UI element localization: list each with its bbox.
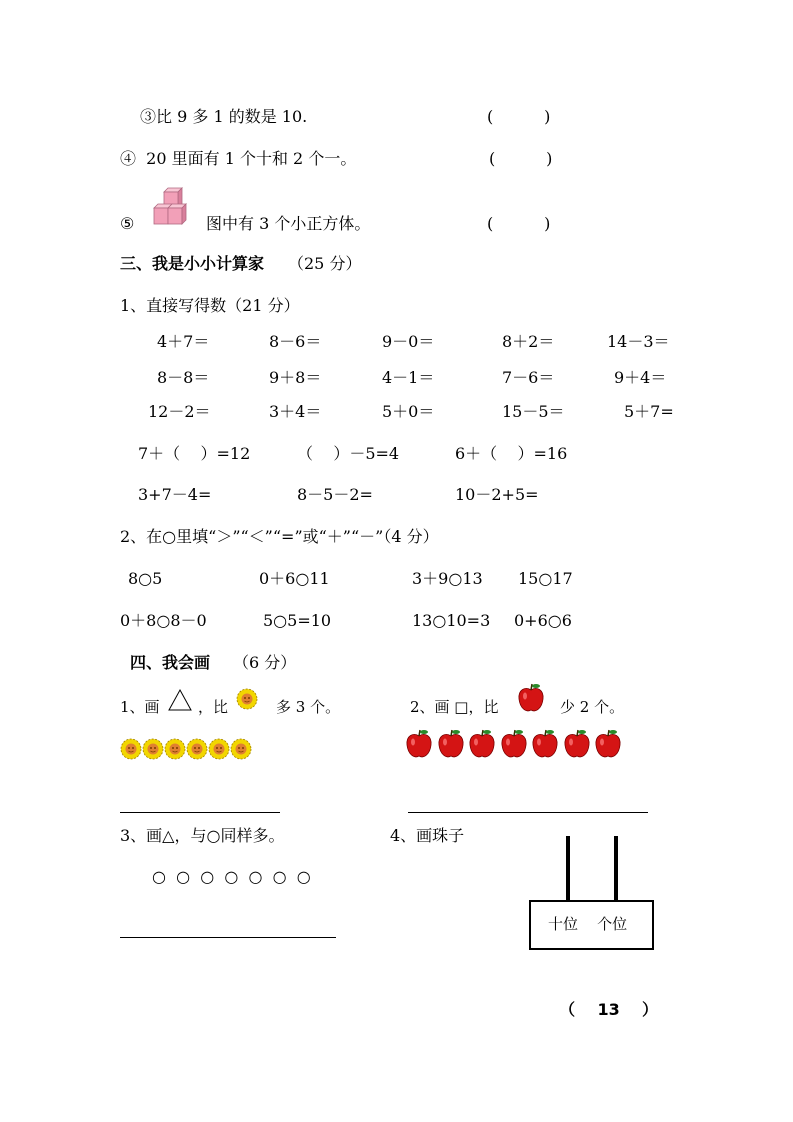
calc-item: 3＋4＝ — [269, 402, 322, 421]
calc-item: 7－6＝ — [502, 368, 555, 387]
sunflower-icon — [208, 738, 230, 764]
fill-blank-item: 7＋（ ）=12 — [138, 444, 251, 463]
sunflower-icon — [164, 738, 186, 764]
calc-item: 8－8＝ — [157, 368, 210, 387]
sunflower-row — [120, 738, 254, 762]
section-4-score: （6 分） — [233, 653, 297, 672]
calc-item: 5＋7= — [624, 402, 674, 421]
calc-item: 9－0＝ — [382, 332, 435, 351]
section-4-title: 四、我会画 — [130, 653, 211, 672]
fill-blank-item: （ ）－5=4 — [297, 444, 400, 463]
sunflower-icon — [120, 738, 142, 764]
apple-icon — [530, 728, 560, 764]
apple-icon — [467, 728, 497, 764]
mixed-calc-item: 10－2+5= — [455, 485, 539, 504]
answer-paren-3[interactable]: ( ) — [487, 107, 551, 126]
draw-q1-part-b: ，比 — [198, 698, 229, 716]
apple-icon — [404, 728, 434, 764]
page-number — [549, 980, 658, 1020]
calc-item: 9＋4＝ — [614, 368, 667, 387]
draw-q1-part-a: 1、画 — [120, 698, 160, 716]
answer-paren-5[interactable]: ( ) — [487, 214, 551, 233]
sunflower-icon — [142, 738, 164, 764]
judge-item-4: ④ 20 里面有 1 个十和 2 个一。 — [120, 149, 357, 168]
calc-item: 9＋8＝ — [269, 368, 322, 387]
page-number-text: （ 13 ） — [559, 1000, 659, 1019]
answer-line-1[interactable] — [120, 812, 280, 813]
sunflower-icon — [230, 738, 252, 764]
compare-item: 0＋8○8－0 — [120, 611, 207, 630]
apple-row — [404, 728, 628, 762]
judge-item-5-number: ⑤ — [120, 214, 135, 233]
abacus-labels: 十位 个位 — [548, 915, 628, 933]
draw-q3: 3、画△，与○同样多。 — [120, 826, 285, 845]
compare-item: 8○5 — [128, 569, 163, 588]
compare-item: 13○10=3 — [412, 611, 491, 630]
answer-line-2[interactable] — [408, 812, 648, 813]
abacus-rod-tens — [566, 836, 570, 900]
mixed-calc-item: 3+7－4= — [138, 485, 212, 504]
section-3-score: （25 分） — [288, 254, 362, 273]
calc-item: 4－1＝ — [382, 368, 435, 387]
triangle-icon — [167, 688, 193, 712]
abacus-rod-ones — [614, 836, 618, 900]
compare-item: 0+6○6 — [514, 611, 572, 630]
judge-item-3: ③比 9 多 1 的数是 10. — [140, 107, 308, 126]
mixed-calc-item: 8－5－2= — [297, 485, 373, 504]
draw-q1-part-c: 多 3 个。 — [276, 698, 341, 716]
apple-icon — [516, 682, 546, 714]
sunflower-icon — [236, 688, 258, 710]
section-3-title: 三、我是小小计算家 — [120, 254, 265, 273]
answer-line-3[interactable] — [120, 937, 336, 938]
calc-item: 15－5＝ — [502, 402, 565, 421]
draw-q4: 4、画珠子 — [390, 826, 465, 845]
calc-item: 14－3＝ — [607, 332, 670, 351]
calc-item: 8＋2＝ — [502, 332, 555, 351]
draw-q2-part-b: 少 2 个。 — [560, 698, 625, 716]
calc-item: 4＋7＝ — [157, 332, 210, 351]
draw-q2-part-a: 2、画 □，比 — [410, 698, 499, 716]
apple-icon — [499, 728, 529, 764]
judge-item-5: 图中有 3 个小正方体。 — [206, 214, 371, 233]
circle-row: ○ ○ ○ ○ ○ ○ ○ — [152, 867, 311, 886]
apple-icon — [562, 728, 592, 764]
calc-item: 8－6＝ — [269, 332, 322, 351]
apple-icon — [436, 728, 466, 764]
section-3-sub2: 2、在○里填“＞”“＜”“=”或“＋”“－”（4 分） — [120, 527, 439, 546]
section-3-sub1: 1、直接写得数（21 分） — [120, 296, 300, 315]
fill-blank-item: 6＋（ ）=16 — [455, 444, 568, 463]
calc-item: 12－2＝ — [148, 402, 211, 421]
compare-item: 3＋9○13 — [412, 569, 483, 588]
compare-item: 15○17 — [518, 569, 573, 588]
apple-icon — [593, 728, 623, 764]
compare-item: 5○5=10 — [263, 611, 332, 630]
answer-paren-4[interactable]: ( ) — [489, 149, 553, 168]
sunflower-icon — [186, 738, 208, 764]
compare-item: 0＋6○11 — [259, 569, 330, 588]
cubes-icon — [152, 186, 198, 226]
calc-item: 5＋0＝ — [382, 402, 435, 421]
